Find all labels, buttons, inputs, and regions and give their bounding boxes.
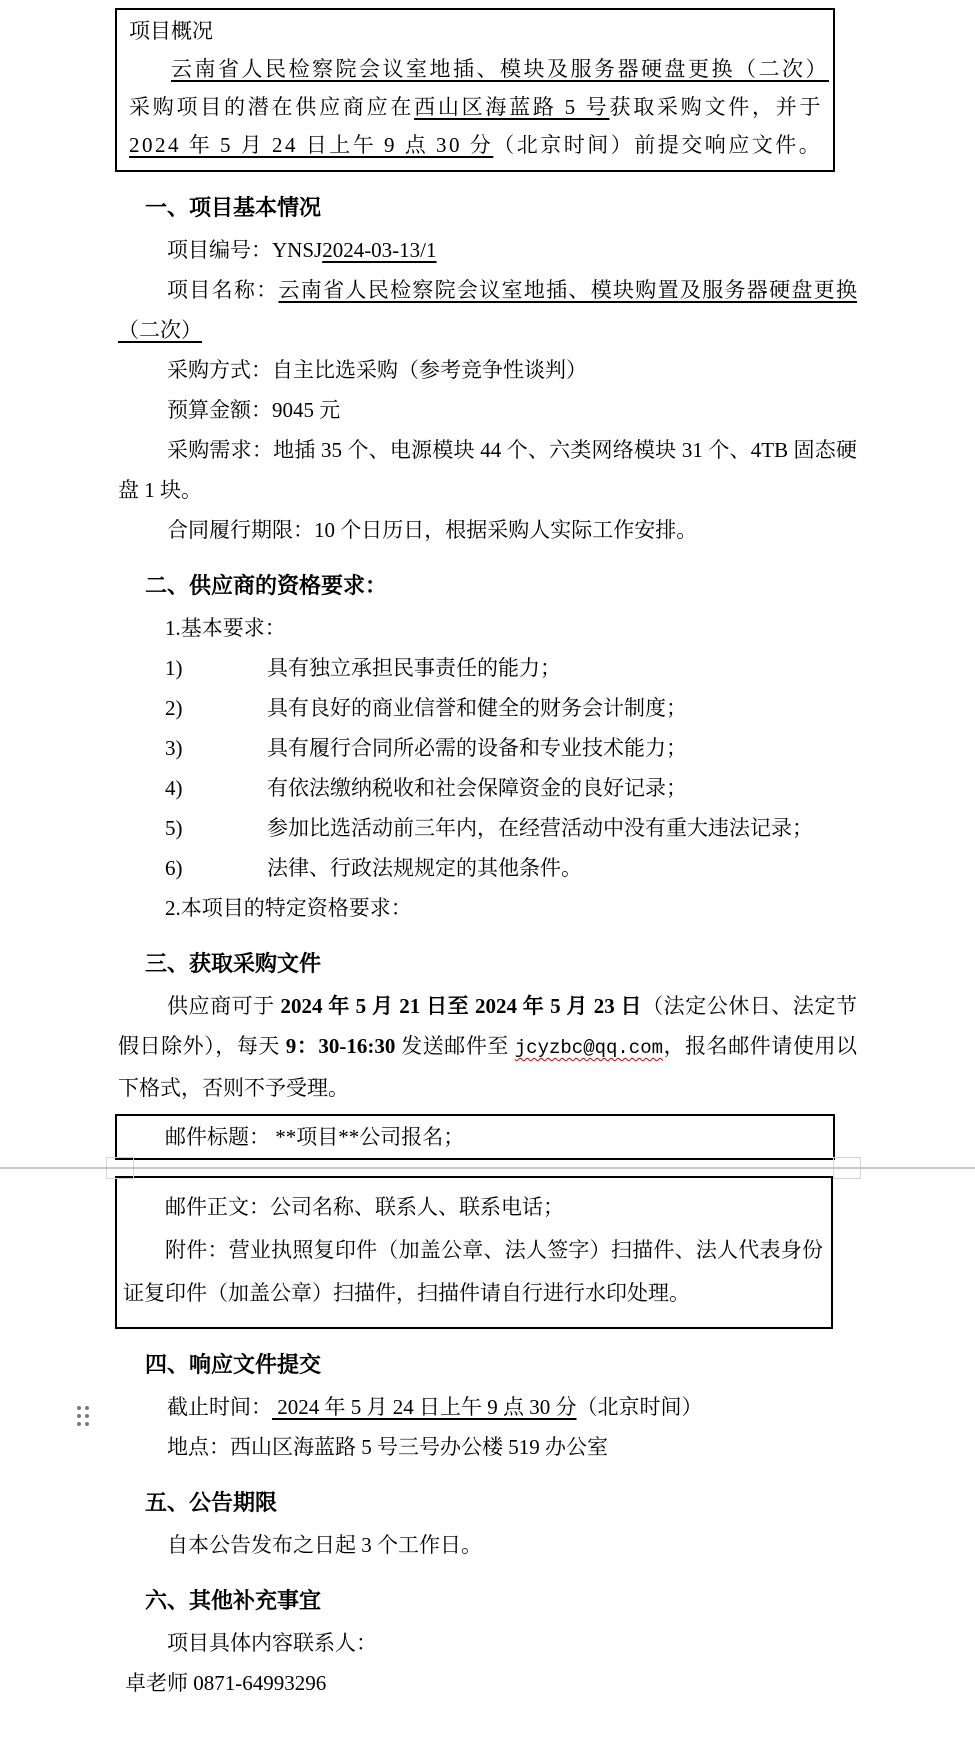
qualification-item	[165, 648, 857, 688]
signup-email-address: jcyzbc@qq.com	[514, 1037, 664, 1059]
specific-requirements-label: 2.本项目的特定资格要求：	[165, 896, 412, 920]
overview-text-run: 获取采购文件，并于	[609, 95, 824, 119]
drag-handle-dot	[85, 1414, 89, 1418]
project-name-value: 云南省人民检察院会议室地插、模块购置及服务器硬盘更换（二次）	[118, 278, 857, 342]
budget-line: 预算金额：9045 元	[167, 398, 341, 422]
item-text: 具有履行合同所必需的设备和专业技术能力；	[267, 736, 687, 760]
section2-heading: 二、供应商的资格要求：	[145, 573, 388, 598]
procurement-method-line: 采购方式：自主比选采购（参考竞争性谈判）	[167, 358, 587, 382]
text-run: 发送邮件至	[395, 1034, 515, 1058]
deadline-value: 2024 年 5 月 24 日上午 9 点 30 分	[272, 1395, 577, 1419]
bottom-whitespace	[0, 1703, 975, 1743]
text-run: （法定公休日、法定节假日除外），每天	[118, 994, 858, 1058]
document-page	[0, 8, 975, 1743]
contract-duration-line: 合同履行期限：10 个日历日，根据采购人实际工作安排。	[167, 518, 698, 542]
item-text: 有依法缴纳税收和社会保障资金的良好记录；	[267, 776, 687, 800]
project-name-line	[118, 270, 857, 350]
deadline-tail: （北京时间）	[576, 1395, 703, 1419]
project-overview-box	[115, 8, 835, 172]
text-run: ，报名邮件请使用以下格式，否则不予受理。	[118, 1034, 858, 1100]
mail-body-line: 邮件正文：公司名称、联系人、联系电话；	[165, 1195, 564, 1219]
mail-subject-line: 邮件标题： **项目**公司报名；	[165, 1125, 465, 1149]
qualification-item	[165, 768, 857, 808]
overview-paragraph	[129, 50, 829, 164]
section6-heading: 六、其他补充事宜	[145, 1588, 322, 1613]
mail-attachment-line: 附件：营业执照复印件（加盖公章、法人签字）扫描件、法人代表身份证复印件（加盖公章）扫描件，扫描件请自行进行水印处理。	[123, 1238, 823, 1305]
item-text: 具有独立承担民事责任的能力；	[267, 656, 561, 680]
page-break-separator	[0, 1160, 975, 1176]
drag-handle-dot	[77, 1406, 81, 1410]
drag-handle-dot	[77, 1414, 81, 1418]
obtain-documents-paragraph	[118, 986, 857, 1108]
contact-label-line: 项目具体内容联系人：	[167, 1631, 377, 1655]
item-number: 6)	[165, 856, 183, 880]
contact-person-line: 卓老师 0871-64993296	[125, 1671, 327, 1695]
overview-text-run: （北京时间）前提交响应文件。	[493, 133, 823, 157]
basic-requirements-label: 1.基本要求：	[165, 616, 286, 640]
submission-location-line: 地点：西山区海蓝路 5 号三号办公楼 519 办公室	[167, 1435, 608, 1459]
section5-heading: 五、公告期限	[145, 1490, 278, 1515]
page-break-line	[0, 1167, 975, 1169]
item-text: 法律、行政法规规定的其他条件。	[267, 856, 582, 880]
project-name-label: 项目名称：	[167, 278, 279, 302]
item-text: 参加比选活动前三年内，在经营活动中没有重大违法记录；	[267, 816, 813, 840]
requirements-line: 采购需求：地插 35 个、电源模块 44 个、六类网络模块 31 个、4TB 固态硬盘 1 块。	[118, 438, 857, 502]
project-number-value: 2024-03-13/1	[322, 238, 437, 262]
mail-subject-box	[115, 1114, 835, 1160]
overview-address: 西山区海蓝路 5 号	[414, 95, 610, 119]
overview-text-run: 采购项目的潜在供应商应在	[129, 95, 415, 119]
project-number-label: 项目编号：YNSJ	[167, 238, 323, 262]
overview-project-name: 云南省人民检察院会议室地插、模块及服务器硬盘更换（二次）	[171, 57, 829, 81]
drag-handle-dot	[77, 1422, 81, 1426]
item-text: 具有良好的商业信誉和健全的财务会计制度；	[267, 696, 687, 720]
overview-deadline: 2024 年 5 月 24 日上午 9 点 30 分	[129, 133, 494, 157]
project-number-line	[118, 230, 857, 270]
deadline-label: 截止时间：	[167, 1395, 272, 1419]
drag-handle-dot	[85, 1406, 89, 1410]
mail-body-box	[115, 1176, 833, 1329]
obtain-dates: 2024 年 5 月 21 日至 2024 年 5 月 23 日	[280, 994, 643, 1018]
item-number: 3)	[165, 736, 183, 760]
qualification-item	[165, 808, 857, 848]
qualification-item	[165, 728, 857, 768]
qualification-item	[165, 688, 857, 728]
paragraph-drag-handle[interactable]	[77, 1406, 90, 1429]
submission-deadline-line	[118, 1387, 857, 1427]
item-number: 2)	[165, 696, 183, 720]
item-number: 1)	[165, 656, 183, 680]
section4-heading: 四、响应文件提交	[145, 1352, 322, 1377]
section3-heading: 三、获取采购文件	[145, 951, 322, 976]
text-run: 供应商可于	[167, 994, 281, 1018]
announcement-period-line: 自本公告发布之日起 3 个工作日。	[167, 1533, 482, 1557]
item-number: 5)	[165, 816, 183, 840]
qualification-item	[165, 848, 857, 888]
item-number: 4)	[165, 776, 183, 800]
obtain-time-window: 9：30-16:30	[285, 1034, 396, 1058]
overview-label: 项目概况	[129, 19, 213, 43]
drag-handle-dot	[85, 1422, 89, 1426]
section1-heading: 一、项目基本情况	[145, 195, 322, 220]
